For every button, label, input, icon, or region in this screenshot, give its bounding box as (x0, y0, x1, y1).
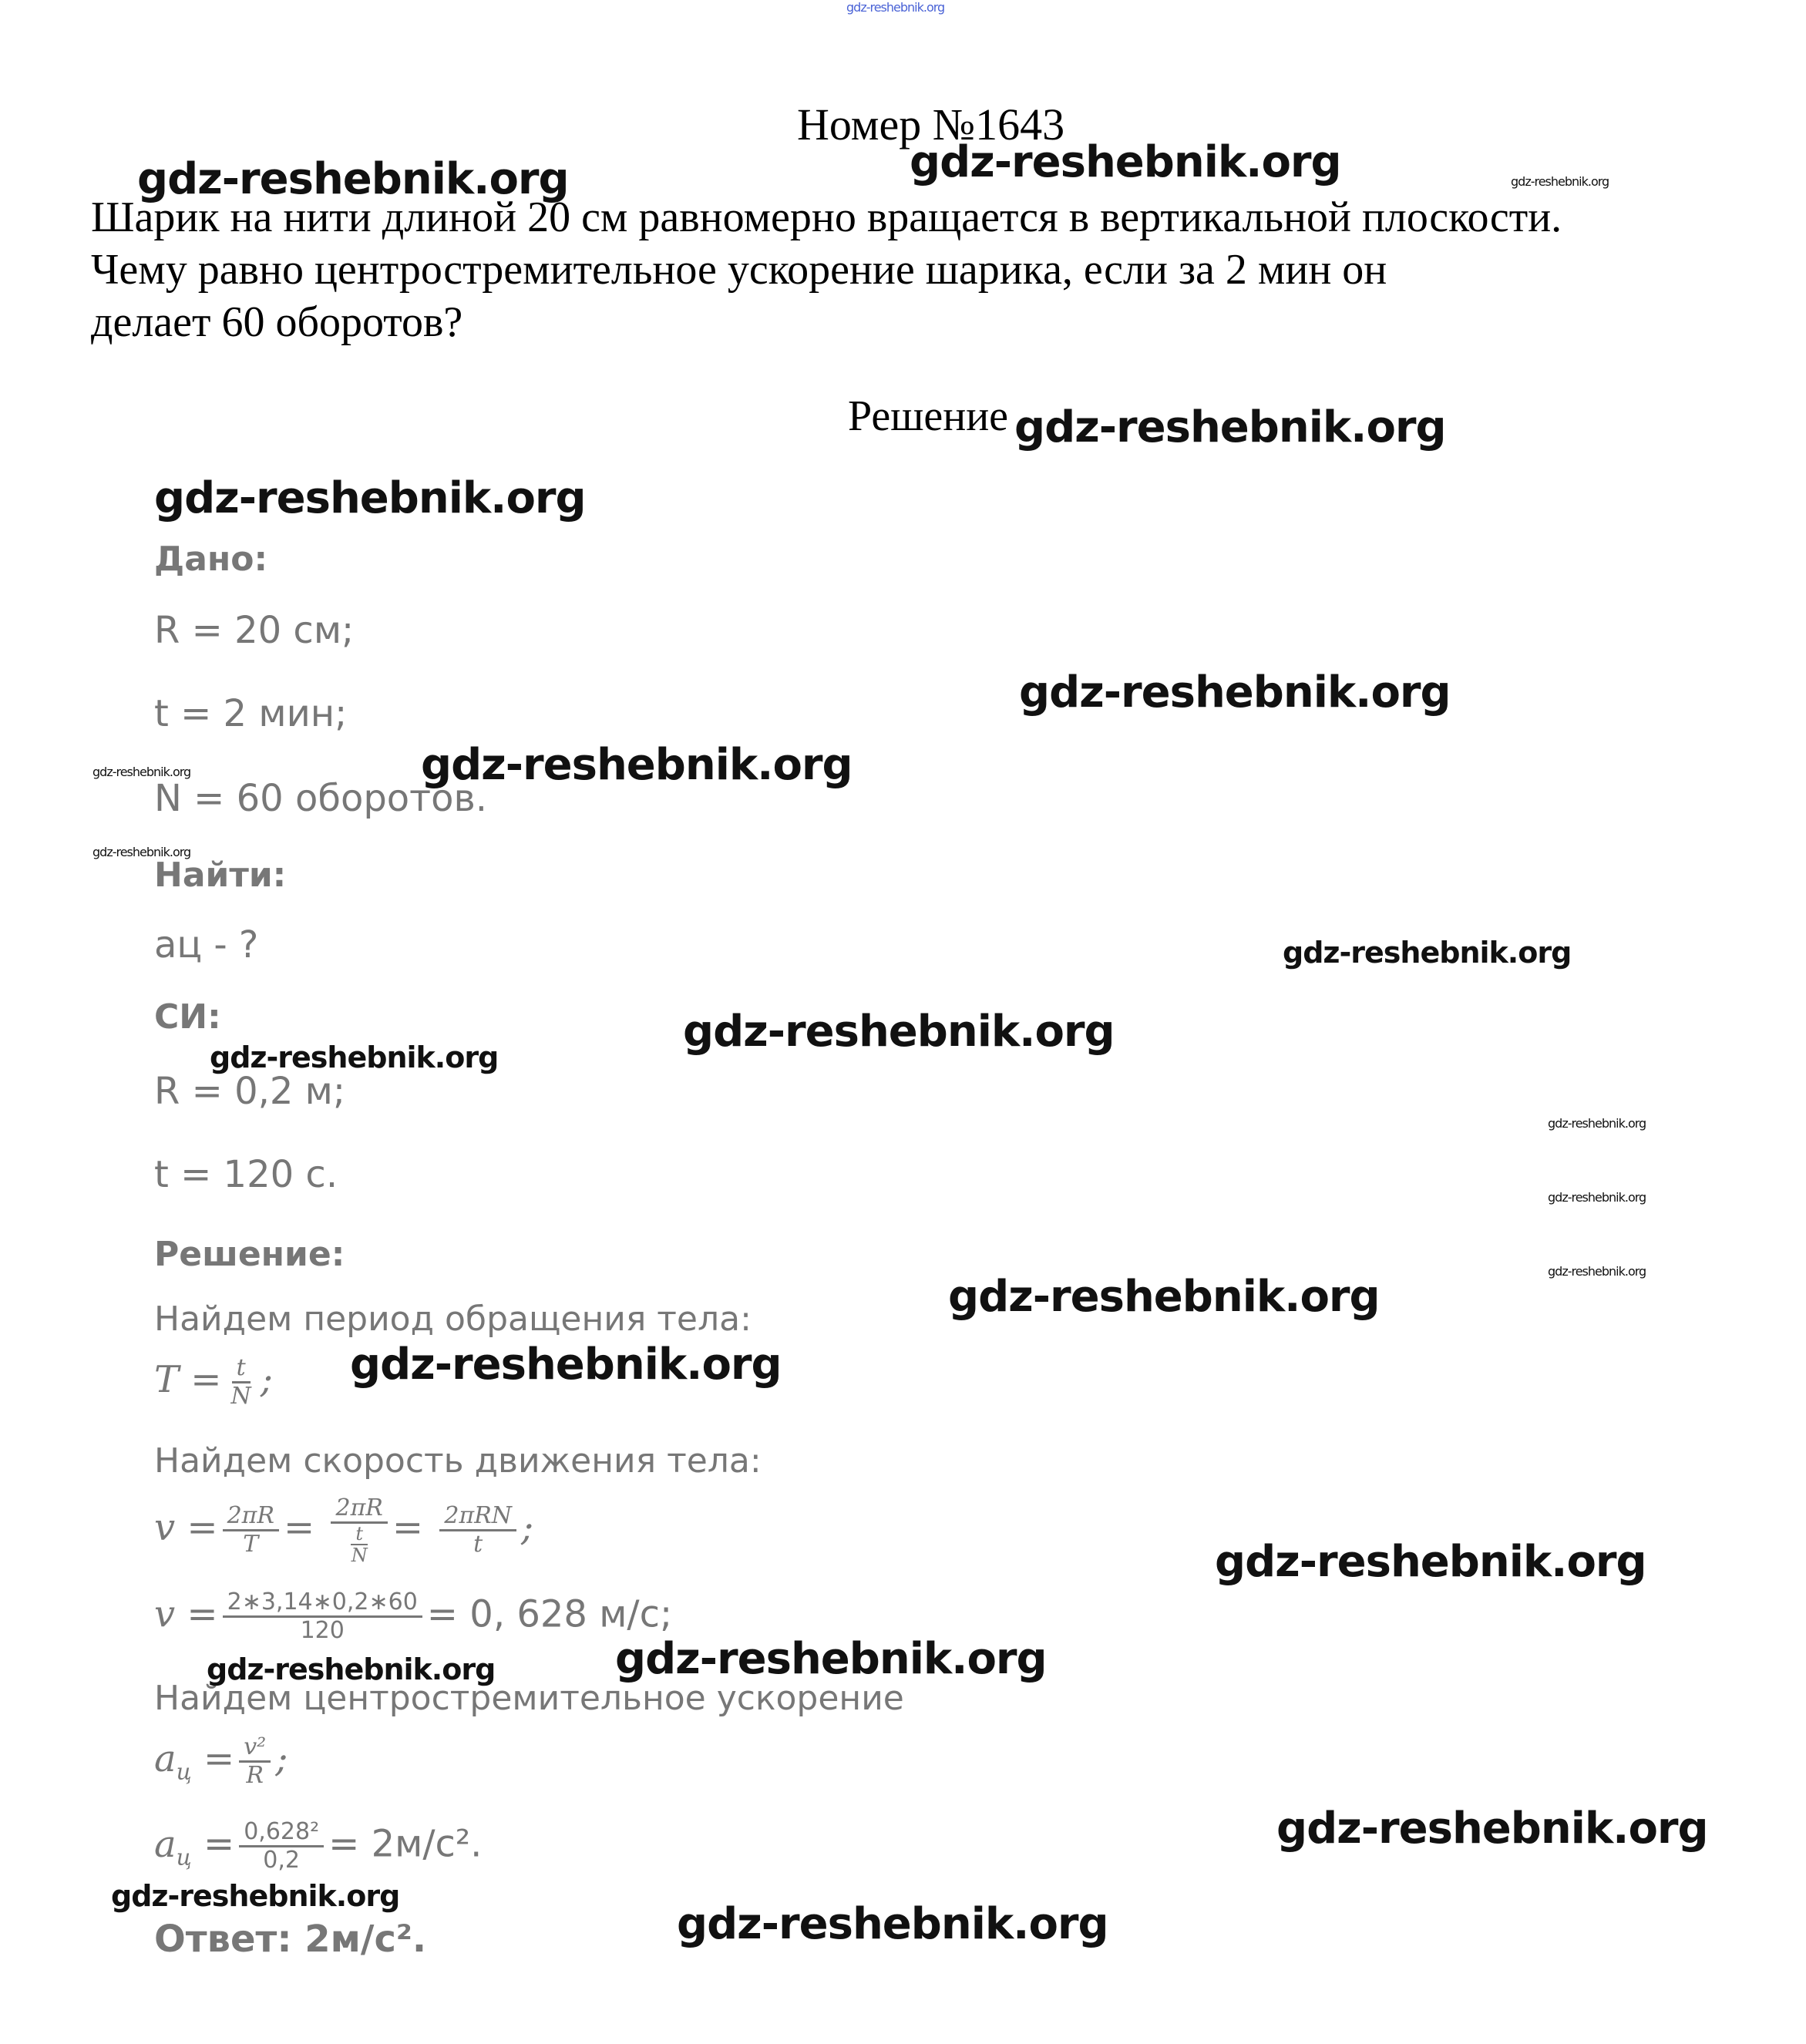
watermark: gdz-reshebnik.org (92, 845, 191, 859)
given-revolutions: N = 60 оборотов. (154, 777, 488, 820)
watermark: gdz-reshebnik.org (111, 1879, 400, 1913)
problem-text (91, 191, 1562, 348)
answer: Ответ: 2м/с². (154, 1918, 427, 1961)
watermark: gdz-reshebnik.org (910, 137, 1341, 187)
given-radius: R = 20 см; (154, 609, 355, 652)
speed-formula: v = $\frac{2\pi R}{T}$ = $\frac{2\pi R}{\frac{t}{N}}$ = $\frac{\text{2πRN}}{t}$ ; (154, 1494, 534, 1566)
solution-heading: Решение (848, 392, 1009, 440)
given-time: t = 2 мин; (154, 692, 348, 735)
watermark: gdz-reshebnik.org (1283, 936, 1572, 970)
watermark: gdz-reshebnik.org (615, 1634, 1047, 1684)
speed-result: = 0, 628 м/с; (426, 1592, 673, 1636)
watermark: gdz-reshebnik.org (154, 473, 586, 523)
problem-line: делает 60 оборотов? (91, 298, 463, 346)
watermark: gdz-reshebnik.org (421, 740, 853, 790)
accel-calc-denominator: 0,2 (263, 1847, 301, 1874)
find-label: Найти: (154, 856, 287, 895)
speed-calculation: v = $\frac{2∗3,14∗0,2∗60}{120}$ = 0, 628 м/с; (154, 1588, 673, 1644)
step-acceleration-text: Найдем центростремительное ускорение (154, 1679, 904, 1718)
watermark: gdz-reshebnik.org (210, 1040, 499, 1074)
watermark: gdz-reshebnik.org (1511, 174, 1609, 189)
given-label: Дано: (154, 540, 268, 579)
watermark: gdz-reshebnik.org (1276, 1804, 1708, 1854)
accel-calc-numerator: 0,628² (239, 1819, 324, 1847)
speed-calc-numerator: 2∗3,14∗0,2∗60 (223, 1589, 422, 1618)
acceleration-result: = 2м/с². (328, 1822, 483, 1866)
speed-calc-denominator: 120 (300, 1617, 345, 1644)
acceleration-formula: $a_ц$ = $\frac{\text{v²}}{R}$ ; (154, 1733, 288, 1789)
problem-line: Чему равно центростремительное ускорение шарика, если за 2 мин он (91, 246, 1387, 294)
watermark: gdz-reshebnik.org (948, 1272, 1380, 1322)
watermark: gdz-reshebnik.org (846, 0, 945, 15)
watermark: gdz-reshebnik.org (683, 1007, 1115, 1057)
watermark: gdz-reshebnik.org (1548, 1116, 1646, 1131)
watermark: gdz-reshebnik.org (92, 765, 191, 779)
watermark: gdz-reshebnik.org (1014, 402, 1446, 452)
watermark: gdz-reshebnik.org (1215, 1537, 1646, 1587)
watermark: gdz-reshebnik.org (1548, 1264, 1646, 1279)
watermark: gdz-reshebnik.org (677, 1899, 1108, 1949)
watermark: gdz-reshebnik.org (350, 1340, 782, 1390)
acceleration-calculation: $a_ц$ = $\frac{\text{0,628²}}{0,2}$ = 2м/с². (154, 1818, 483, 1874)
page-title: Номер №1643 (797, 99, 1065, 150)
si-time: t = 120 с. (154, 1153, 338, 1196)
step-period-text: Найдем период обращения тела: (154, 1299, 752, 1339)
watermark: gdz-reshebnik.org (1019, 667, 1451, 718)
si-label: СИ: (154, 997, 221, 1037)
watermark: gdz-reshebnik.org (207, 1652, 496, 1686)
problem-line: Шарик на нити длиной 20 см равномерно вращается в вертикальной плоскости. (91, 193, 1562, 241)
period-formula: T = $\frac{t}{N}$ ; (154, 1354, 273, 1410)
step-speed-text: Найдем скорость движения тела: (154, 1441, 762, 1481)
find-acceleration: aц - ? (154, 923, 259, 967)
si-radius: R = 0,2 м; (154, 1070, 346, 1113)
watermark: gdz-reshebnik.org (1548, 1190, 1646, 1205)
watermark: gdz-reshebnik.org (137, 154, 569, 204)
solution-label: Решение: (154, 1235, 345, 1274)
